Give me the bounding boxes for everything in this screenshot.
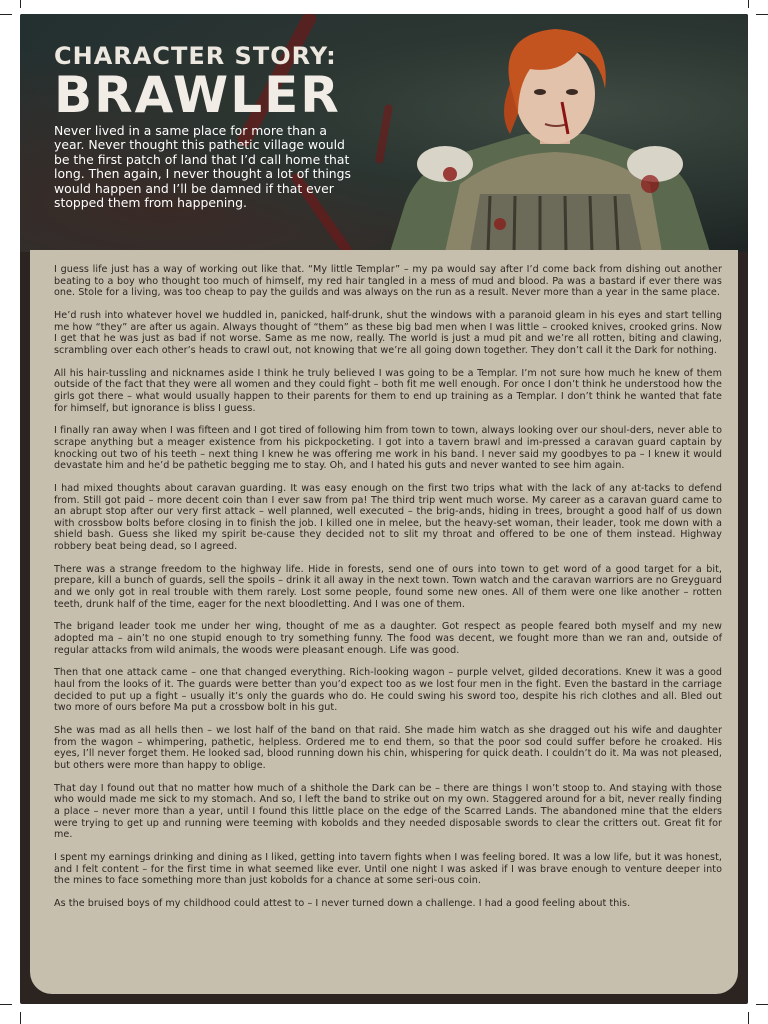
crop-mark: [20, 1012, 21, 1024]
story-paragraph: I spent my earnings drinking and dining as I liked, getting into tavern fights when I was feeling bored. It was a low life, but it was honest, and I felt content – for the first time in what seemed like ever. Until one night I was asked if I was brave enough to venture deeper into the mines to face something more than just kobolds for a chance at some seri-ous coin.: [54, 851, 722, 887]
story-paragraph: I finally ran away when I was fifteen and I got tired of following him from town to town, always looking over our shoul-ders, never able to scrape anything but a meager existence from his pickpocketing. I got into a tavern brawl and im-pressed a caravan guard captain by knocking out two of his teeth – next thing I knew he was offering me work in his band. I never said my goodbyes to pa – I knew it would devastate him and he’d be pathetic begging me to stay. Oh, and I hated his guts and never wanted to see him again.: [54, 425, 722, 472]
intro-quote: Never lived in a same place for more than a year. Never thought this pathetic village would be the first patch of land that I’d call home that long. Then again, I never thought a lot of things would happen and I’ll be damned if that ever stopped them from happening.: [54, 123, 351, 211]
crop-mark: [20, 0, 21, 8]
story-paragraph: He’d rush into whatever hovel we huddled in, panicked, half-drunk, shut the windows with a paranoid gleam in his eyes and start telling me how “they” are after us again. Always thought of “them” as these big bad men when I was little – crooked knives, crooked grins. Now I get that he was just as bad if not worse. Same as me now, really. The world is just a mud pit and we’re all rotten, biting and clawing, scrambling over each other’s heads to crawl out, not knowing that we’re all going down together. They don’t call it the Dark for nothing.: [54, 309, 722, 356]
story-paragraph: There was a strange freedom to the highway life. Hide in forests, send one of ours into town to get word of a good target for a bit, prepare, kill a bunch of guards, sell the spoils – drink it all away in the next town. Town watch and the caravan warriors are no Greyguard and we only got in real trouble with them rarely. Lost some people, found some new ones. All of them were one like another – rotten teeth, drunk half of the time, eager for the next bloodletting. And I was one of them.: [54, 563, 722, 610]
crop-mark: [748, 1012, 749, 1024]
story-paragraph: I had mixed thoughts about caravan guarding. It was easy enough on the first two trips what with the lack of any at-tacks to defend from. Still got paid – more decent coin than I ever saw from pa! The third trip went much worse. My career as a caravan guard came to an abrupt stop after our very first attack – well planned, well executed – the brig-ands, hiding in trees, brought a good half of us down with crossbow bolts before closing in to finish the job. I killed one in melee, but the heavy-set woman, their leader, took me down with a shield bash. Guess she liked my spirit be-cause they decided not to slit my throat and offered to be one of them instead. Highway robbery beat being dead, so I agreed.: [54, 482, 722, 553]
crop-mark: [0, 14, 12, 15]
story-page: [20, 14, 748, 1004]
story-paragraph: I guess life just has a way of working out like that. “My little Templar” – my pa would say after I’d come back from dishing out another beating to a boy who thought too much of himself, my red hair tangled in a mess of mud and blood. Pa was a bastard if ever there was one. Stole for a living, was too cheap to pay the guilds and was always on the run as a result. Never more than a year in the same place.: [54, 264, 722, 299]
story-paragraph: That day I found out that no matter how much of a shithole the Dark can be – there are things I won’t stoop to. And staying with those who would made me sick to my stomach. And so, I left the band to strike out on my own. Staggered around for a bit, never really finding a place – never more than a year, until I found this little place on the edge of the Scarred Lands. The abandoned mine that the elders were trying to get up and running were teeming with kobolds and they needed disposable swords to clear the critters out. Great fit for me.: [54, 782, 722, 841]
brawler-portrait: [350, 14, 748, 252]
header-banner: [20, 14, 748, 252]
story-body: [30, 250, 738, 994]
crop-mark: [756, 14, 768, 15]
story-paragraph: Then that one attack came – one that changed everything. Rich-looking wagon – purple velvet, gilded decorations. Knew it was a good haul from the looks of it. The guards were better than you’d expect too as we lost four men in the fight. Even the bastard in the carriage decided to put up a fight – usually it’s only the guards who do. He could swing his sword too, despite his rich clothes and all. Bled out two more of ours before Ma put a crossbow bolt in his gut.: [54, 667, 722, 714]
story-paragraph: The brigand leader took me under her wing, thought of me as a daughter. Got respect as people feared both myself and my new adopted ma – ain’t no one stupid enough to try something funny. The food was decent, we fought more than we ran and, outside of regular attacks from wild animals, the woods were pleasant enough. Life was good.: [54, 621, 722, 656]
crop-mark: [0, 1004, 12, 1005]
story-paragraph: As the bruised boys of my childhood could attest to – I never turned down a challenge. I had a good feeling about this.: [54, 897, 631, 909]
title-kicker: CHARACTER STORY:: [54, 42, 337, 70]
crop-mark: [756, 1004, 768, 1005]
story-paragraph: She was mad as all hells then – we lost half of the band on that raid. She made him watch as she dragged out his wife and daughter from the wagon – whimpering, pathetic, helpless. Ordered me to end them, so that the poor sod could suffer before he croaked. His eyes, I’ll never forget them. He looked sad, blood running down his chin, whispering for quick death. I couldn’t do it. Ma was not pleased, but others were more than happy to oblige.: [54, 725, 722, 771]
crop-mark: [748, 0, 749, 8]
page-title: BRAWLER: [54, 66, 341, 124]
story-paragraph: All his hair-tussling and nicknames aside I think he truly believed I was going to be a Templar. I’m not sure how much he knew of them outside of the fact that they were all women and they could fight – both fit me well enough. For once I don’t think he understood how the girls got there – what would usually happen to their parents for them to end up training as a Templar. I don’t think he wanted that fate for himself, but ignorance is bliss I guess.: [54, 367, 722, 414]
